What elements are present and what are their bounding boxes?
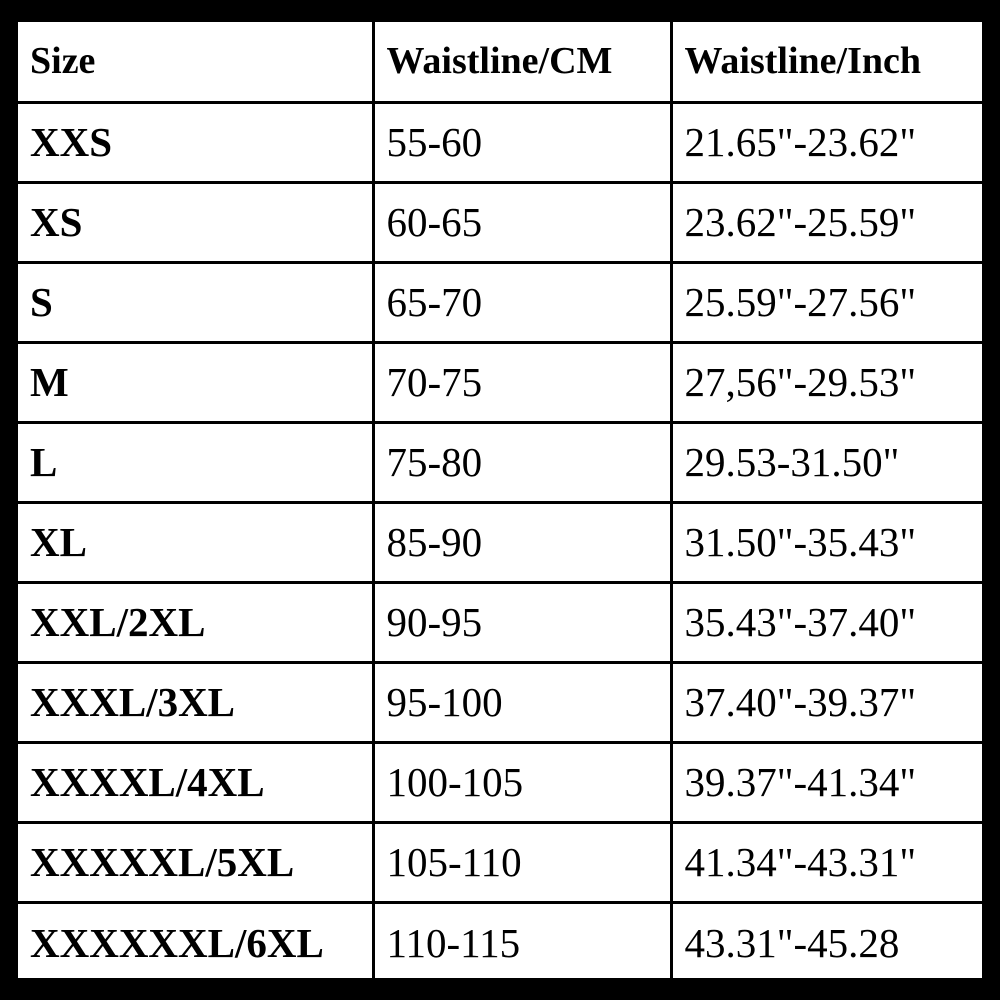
size-chart-table	[18, 22, 982, 982]
table-row	[18, 662, 982, 742]
cell-waistline-cm: 90-95	[373, 582, 671, 662]
cell-waistline-inch: 29.53-31.50"	[671, 422, 982, 502]
cell-waistline-cm: 110-115	[373, 902, 671, 982]
cell-waistline-cm: 75-80	[373, 422, 671, 502]
cell-waistline-cm: 85-90	[373, 502, 671, 582]
cell-size: M	[18, 342, 373, 422]
cell-size: XL	[18, 502, 373, 582]
cell-waistline-cm: 100-105	[373, 742, 671, 822]
cell-waistline-cm: 60-65	[373, 182, 671, 262]
cell-size: L	[18, 422, 373, 502]
cell-waistline-inch: 23.62"-25.59"	[671, 182, 982, 262]
cell-size: S	[18, 262, 373, 342]
cell-size: XXXL/3XL	[18, 662, 373, 742]
table-row	[18, 502, 982, 582]
cell-waistline-inch: 39.37"-41.34"	[671, 742, 982, 822]
cell-waistline-inch: 41.34"-43.31"	[671, 822, 982, 902]
table-row	[18, 822, 982, 902]
size-chart-table-frame	[14, 18, 986, 982]
cell-size: XXXXXXL/6XL	[18, 902, 373, 982]
cell-waistline-cm: 55-60	[373, 102, 671, 182]
cell-size: XXL/2XL	[18, 582, 373, 662]
cell-size: XXXXXL/5XL	[18, 822, 373, 902]
cell-waistline-inch: 31.50"-35.43"	[671, 502, 982, 582]
column-header-waistline-cm: Waistline/CM	[373, 22, 671, 102]
cell-size: XS	[18, 182, 373, 262]
table-body	[18, 22, 982, 982]
table-row	[18, 102, 982, 182]
table-row	[18, 342, 982, 422]
cell-waistline-cm: 65-70	[373, 262, 671, 342]
table-header-row	[18, 22, 982, 102]
table-row	[18, 182, 982, 262]
cell-waistline-inch: 21.65"-23.62"	[671, 102, 982, 182]
cell-waistline-inch: 27,56"-29.53"	[671, 342, 982, 422]
cell-waistline-inch: 37.40"-39.37"	[671, 662, 982, 742]
table-row	[18, 422, 982, 502]
cell-waistline-cm: 95-100	[373, 662, 671, 742]
cell-waistline-inch: 43.31"-45.28	[684, 919, 900, 966]
table-row	[18, 742, 982, 822]
column-header-size: Size	[18, 22, 373, 102]
cell-waistline-inch: 25.59"-27.56"	[671, 262, 982, 342]
cell-waistline-inch: 35.43"-37.40"	[671, 582, 982, 662]
cell-waistline-cm: 70-75	[373, 342, 671, 422]
cell-waistline-cm: 105-110	[373, 822, 671, 902]
table-row	[18, 902, 982, 982]
cell-size: XXXXL/4XL	[18, 742, 373, 822]
table-row	[18, 582, 982, 662]
table-row	[18, 262, 982, 342]
column-header-waistline-inch: Waistline/Inch	[671, 22, 982, 102]
cell-size: XXS	[18, 102, 373, 182]
